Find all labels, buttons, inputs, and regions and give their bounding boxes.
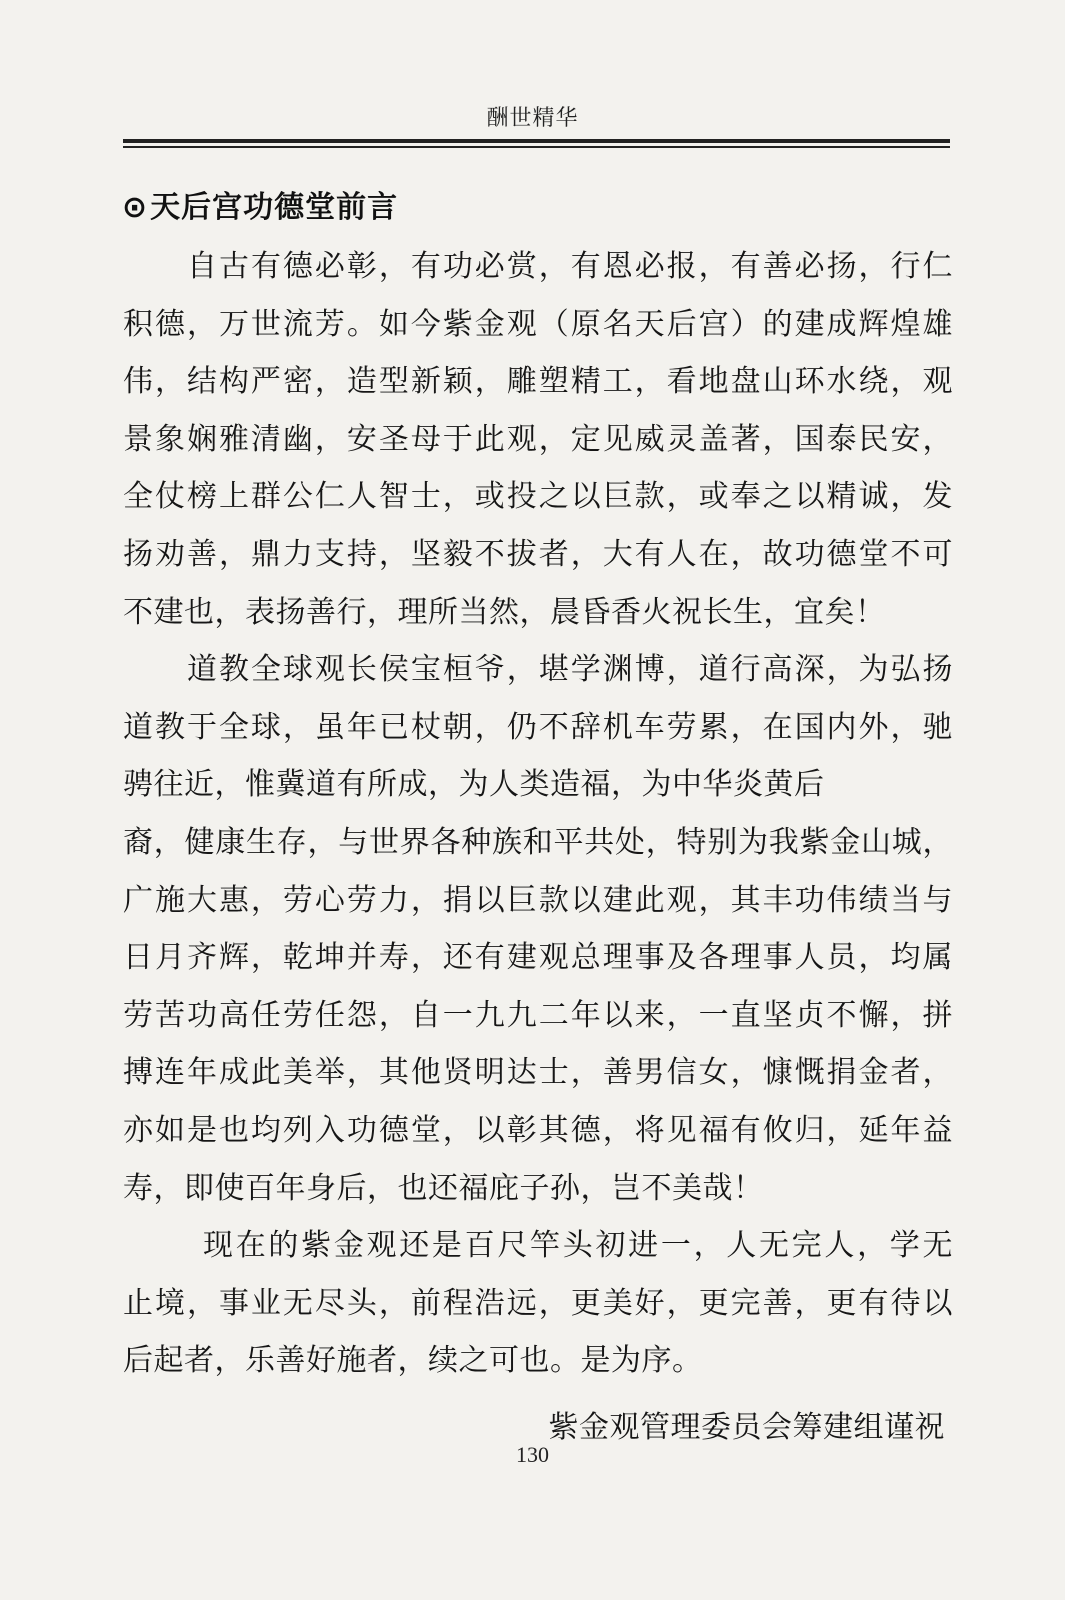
section-heading: [122, 182, 398, 226]
text-line: 止境，事业无尽头，前程浩远，更美好，更完善，更有待以: [123, 1285, 953, 1321]
section-title: 天后宫功德堂前言: [150, 190, 399, 225]
paragraph-1: [123, 238, 953, 641]
text-line: 全仗榜上群公仁人智士，或投之以巨款，或奉之以精诚，发: [123, 479, 953, 515]
text-line: 景象娴雅清幽，安圣母于此观，定见威灵盖著，国泰民安，: [123, 421, 953, 457]
header-rule-thin: [123, 146, 950, 148]
text-line: 现在的紫金观还是百尺竿头初进一，人无完人，学无: [203, 1228, 953, 1264]
text-line: 积德，万世流芳。如今紫金观（原名天后宫）的建成辉煌雄: [123, 306, 953, 342]
text-line: 道教全球观长侯宝桓爷，堪学渊博，道行高深，为弘扬: [187, 652, 953, 688]
text-line: 道教于全球，虽年已杖朝，仍不辞机车劳累，在国内外，驰: [123, 709, 953, 745]
text-line: 广施大惠，劳心劳力，捐以巨款以建此观，其丰功伟绩当与: [123, 882, 953, 918]
text-line: 劳苦功高任劳任怨，自一九九二年以来，一直坚贞不懈，拼: [123, 997, 953, 1033]
text-line: 搏连年成此美举，其他贤明达士，善男信女，慷慨捐金者，: [123, 1055, 953, 1091]
text-line: 日月齐辉，乾坤并寿，还有建观总理事及各理事人员，均属: [123, 940, 953, 976]
text-line: 寿，即使百年身后，也还福庇子孙，岂不美哉！: [123, 1170, 764, 1206]
page-number: 130: [516, 1442, 549, 1467]
circled-dot-marker: ⊙: [122, 190, 149, 225]
body-text: [123, 238, 953, 1390]
text-line: 扬劝善，鼎力支持，坚毅不拔者，大有人在，故功德堂不可: [123, 536, 953, 572]
signature: 紫金观管理委员会筹建组谨祝: [548, 1410, 945, 1445]
text-line: 亦如是也均列入功德堂，以彰其德，将见福有攸归，延年益: [123, 1112, 953, 1148]
text-line: 裔，健康生存，与世界各种族和平共处，特别为我紫金山城，: [123, 824, 953, 860]
paragraph-2: [123, 641, 953, 1217]
text-line: 伟，结构严密，造型新颖，雕塑精工，看地盘山环水绕，观: [123, 364, 953, 400]
header-rule-thick: [123, 139, 950, 143]
text-line: 骋往近，惟冀道有所成，为人类造福，为中华炎黄后: [123, 767, 825, 803]
paragraph-3: [123, 1217, 953, 1390]
text-line: 自古有德必彰，有功必赏，有恩必报，有善必扬，行仁: [187, 249, 953, 284]
running-header: 酬世精华: [486, 106, 579, 131]
text-line: 不建也，表扬善行，理所当然，晨昏香火祝长生，宜矣！: [123, 594, 886, 630]
text-line: 后起者，乐善好施者，续之可也。是为序。: [123, 1343, 703, 1379]
